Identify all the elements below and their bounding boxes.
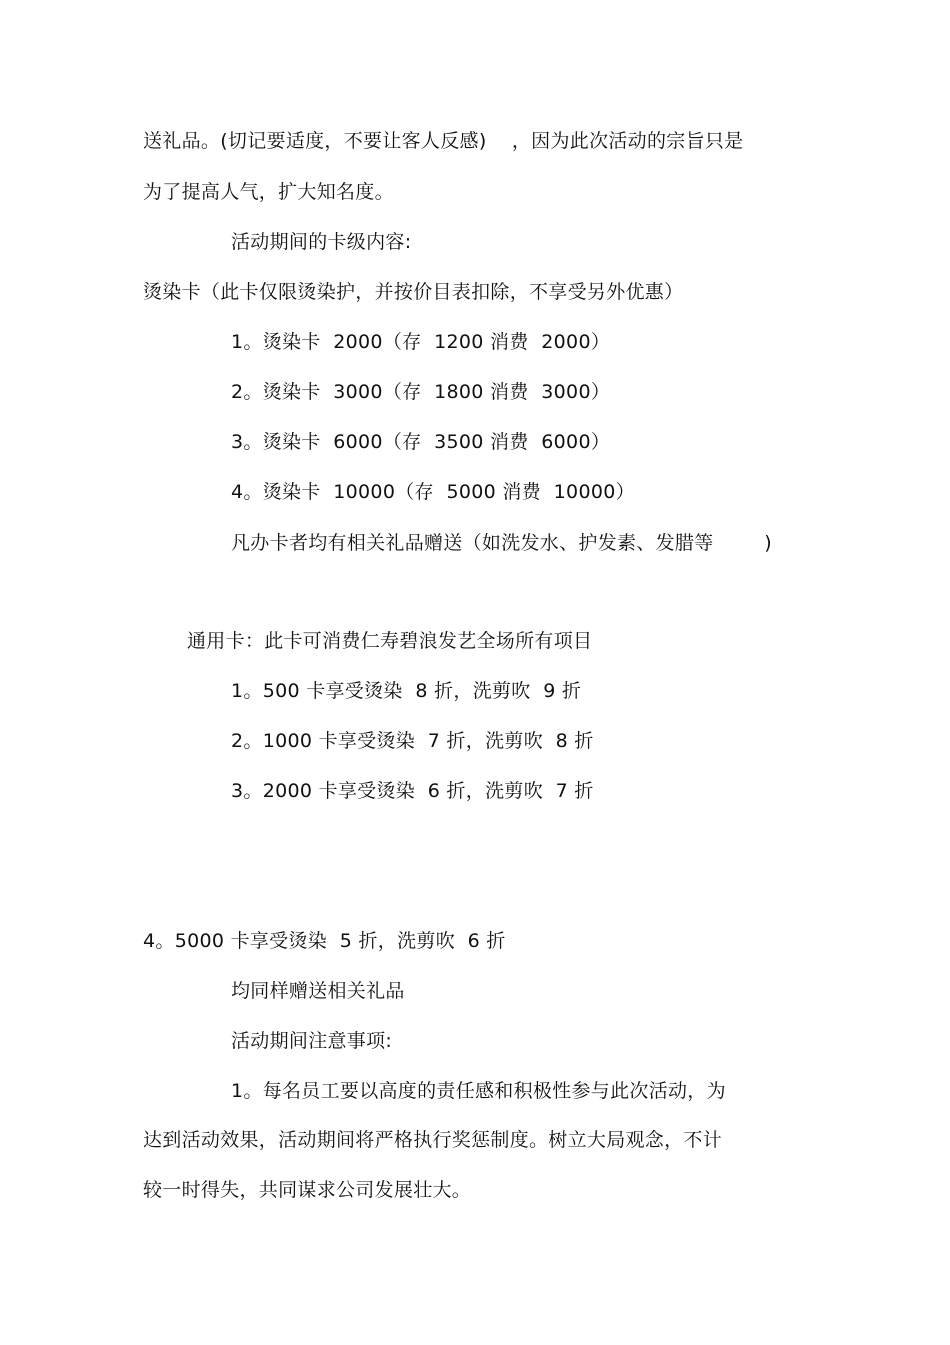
notes-item-1-line-1: 1。每名员工要以高度的责任感和积极性参与此次活动，为 [231,1080,726,1102]
perm-card-item: 4。烫染卡 10000（存 5000 消费 10000） [231,481,635,503]
general-card-item: 4。5000 卡享受烫染 5 折，洗剪吹 6 折 [143,930,506,952]
notes-item-1-line-2: 达到活动效果，活动期间将严格执行奖惩制度。树立大局观念，不计 [143,1129,723,1151]
notes-heading: 活动期间注意事项: [231,1030,393,1052]
perm-card-heading: 烫染卡（此卡仅限烫染护，并按价目表扣除，不享受另外优惠） [143,281,684,303]
general-card-item: 3。2000 卡享受烫染 6 折，洗剪吹 7 折 [231,780,594,802]
intro-line-2: 为了提高人气，扩大知名度。 [143,181,394,203]
perm-card-gift-note: 凡办卡者均有相关礼品赠送（如洗发水、护发素、发腊等 ) [231,532,772,554]
perm-card-item: 2。烫染卡 3000（存 1800 消费 3000） [231,381,611,403]
perm-card-item: 3。烫染卡 6000（存 3500 消费 6000） [231,431,611,453]
general-card-gift-note: 均同样赠送相关礼品 [231,980,405,1002]
perm-card-item: 1。烫染卡 2000（存 1200 消费 2000） [231,331,611,353]
intro-line-1: 送礼品。(切记要适度，不要让客人反感) ，因为此次活动的宗旨只是 [143,130,744,152]
card-content-heading: 活动期间的卡级内容: [231,231,412,253]
notes-item-1-line-3: 较一时得失，共同谋求公司发展壮大。 [143,1179,472,1201]
general-card-item: 1。500 卡享受烫染 8 折，洗剪吹 9 折 [231,680,582,702]
general-card-heading: 通用卡：此卡可消费仁寿碧浪发艺全场所有项目 [187,630,593,652]
general-card-item: 2。1000 卡享受烫染 7 折，洗剪吹 8 折 [231,730,594,752]
